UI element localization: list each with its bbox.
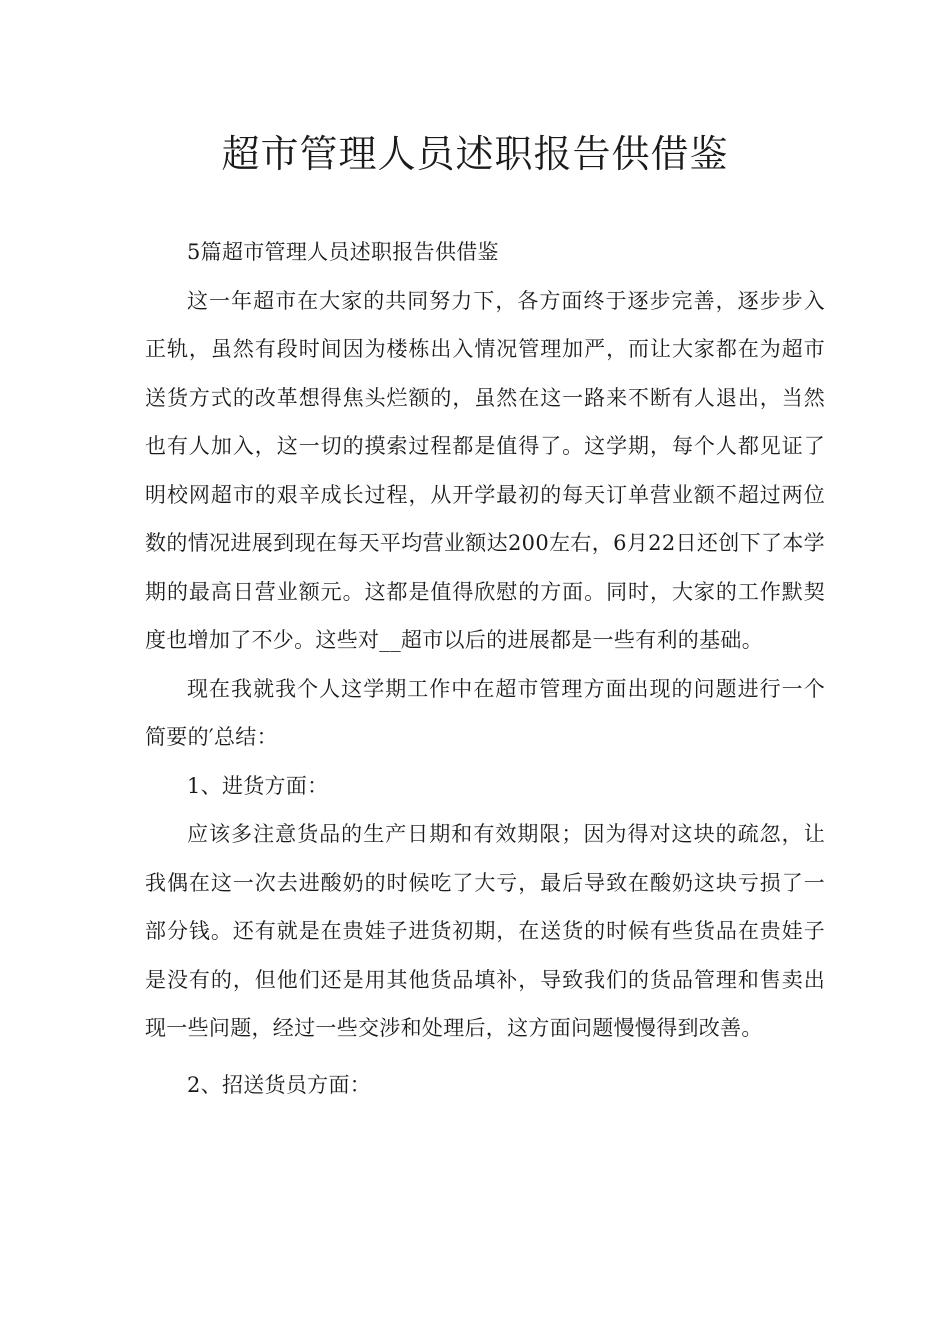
document-body bbox=[145, 228, 825, 1109]
section-heading-purchasing: 1、进货方面： bbox=[187, 773, 329, 798]
document-title: 超市管理人员述职报告供借鉴 bbox=[221, 132, 729, 176]
paragraph-summary-lead: 现在我就我个人这学期工作中在超市管理方面出现的问题进行一个简要的′总结： bbox=[145, 676, 825, 749]
paragraph-purchasing: 应该多注意货品的生产日期和有效期限；因为得对这块的疏忽，让我偶在这一次去进酸奶的时候吃了大亏，最后导致在酸奶这块亏损了一部分钱。还有就是在贵娃子进货初期，在送货的时候有些货品在贵娃子是没有的，但他们还是用其他货品填补，导致我们的货品管理和售卖出现一些问题，经过一些交涉和处理后，这方面问题慢慢得到改善。 bbox=[145, 822, 825, 1040]
section-heading-delivery-staff: 2、招送货员方面： bbox=[187, 1072, 372, 1097]
paragraph-intro: 这一年超市在大家的共同努力下，各方面终于逐步完善，逐步步入正轨，虽然有段时间因为楼栋出入情况管理加严，而让大家都在为超市送货方式的改革想得焦头烂额的，虽然在这一路来不断有人退出，当然也有人加入，这一切的摸索过程都是值得了。这学期，每个人都见证了明校网超市的艰辛成长过程，从开学最初的每天订单营业额不超过两位数的情况进展到现在每天平均营业额达200左右，6月22日还创下了本学期的最高日营业额元。这都是值得欣慰的方面。同时，大家的工作默契度也增加了不少。这些对__超市以后的进展都是一些有利的基础。 bbox=[145, 288, 825, 652]
paragraph-subtitle: 5篇超市管理人员述职报告供借鉴 bbox=[187, 240, 499, 264]
